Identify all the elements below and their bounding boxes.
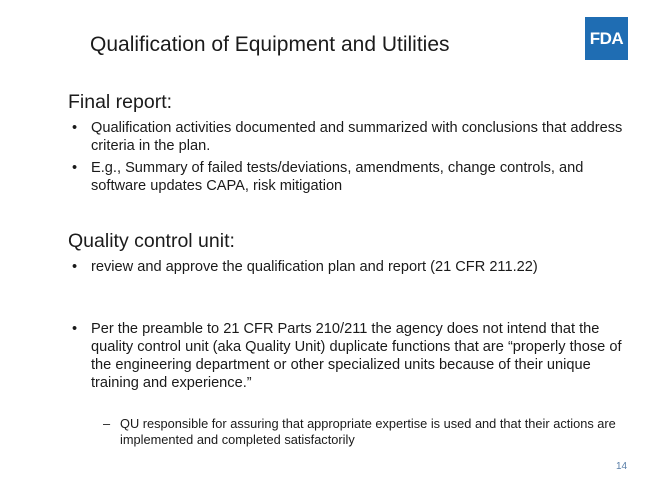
bullet-text: review and approve the qualification plan and report (21 CFR 211.22) xyxy=(91,259,538,275)
bullet-marker: • xyxy=(72,160,78,176)
bullet-item xyxy=(72,258,632,276)
bullet-marker: • xyxy=(72,321,78,337)
final-report-heading: Final report: xyxy=(68,91,173,113)
sub-bullet-text: QU responsible for assuring that appropriate expertise is used and that their actions are implemented and completed satisfactorily xyxy=(120,416,616,447)
bullet-item xyxy=(72,159,632,195)
fda-logo-text: FDA xyxy=(589,29,624,48)
page-number: 14 xyxy=(616,461,628,472)
bullet-text: E.g., Summary of failed tests/deviations, amendments, change controls, and software updates CAPA, risk mitigation xyxy=(91,160,584,194)
quality-control-unit-heading: Quality control unit: xyxy=(68,230,235,252)
sub-bullet-marker: – xyxy=(103,416,111,431)
bullet-text: Qualification activities documented and summarized with conclusions that address criteria in the plan. xyxy=(91,120,623,154)
bullet-item xyxy=(72,119,632,155)
bullet-marker: • xyxy=(72,259,78,275)
sub-bullet-item xyxy=(103,416,638,448)
fda-logo xyxy=(585,17,628,60)
bullet-marker: • xyxy=(72,120,78,136)
bullet-text: Per the preamble to 21 CFR Parts 210/211 the agency does not intend that the quality control unit (aka Quality Unit) duplicate functions that are “properly those of the engineering department or other specialized units because of their unique training and experience.” xyxy=(91,321,622,391)
slide-title: Qualification of Equipment and Utilities xyxy=(90,33,450,56)
bullet-item xyxy=(72,320,632,392)
